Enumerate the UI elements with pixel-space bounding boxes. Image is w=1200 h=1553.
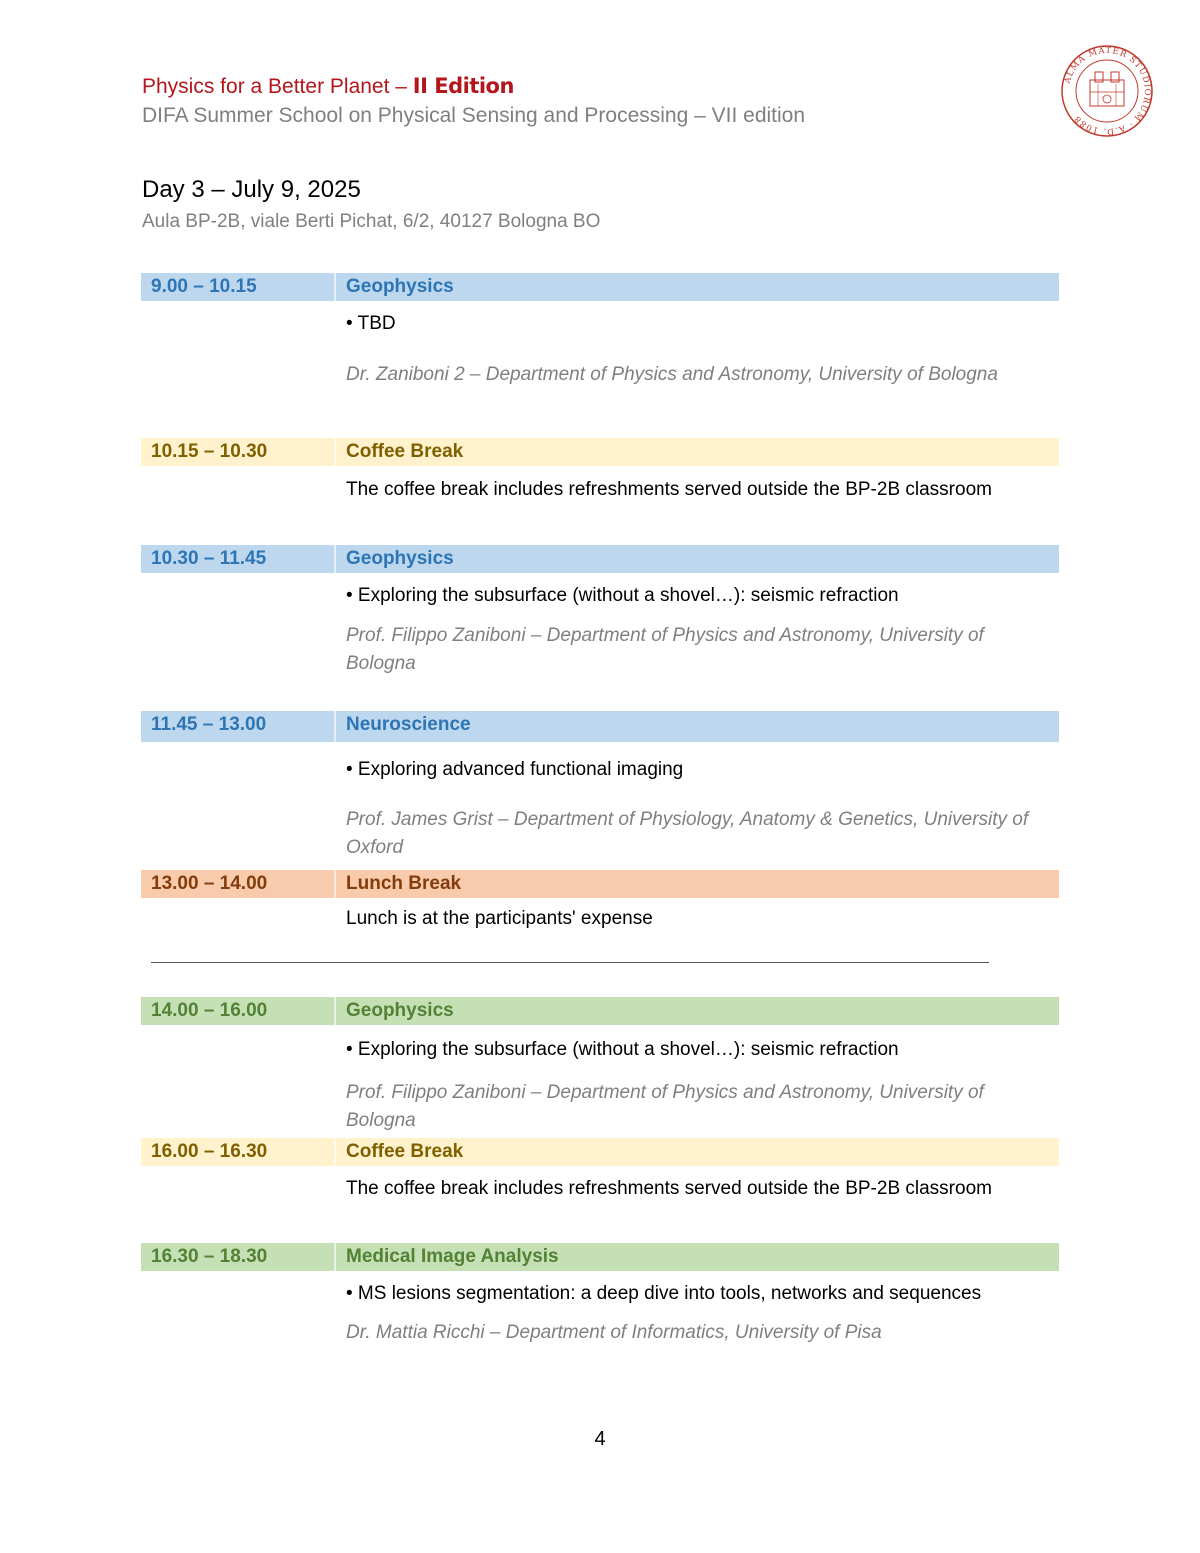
- session-topic: • TBD: [346, 313, 396, 334]
- session-time: 10.15 – 10.30: [151, 441, 268, 462]
- column-divider: [334, 545, 336, 573]
- session-header: [141, 1138, 1059, 1166]
- session-header: [141, 1243, 1059, 1271]
- column-divider: [334, 1243, 336, 1271]
- session-time: 9.00 – 10.15: [151, 276, 257, 297]
- section-divider: [151, 962, 989, 963]
- day-title: Day 3 – July 9, 2025: [142, 176, 361, 203]
- session-title: Geophysics: [346, 548, 454, 569]
- session-time: 11.45 – 13.00: [151, 714, 267, 735]
- session-topic: • MS lesions segmentation: a deep dive into tools, networks and sequences: [346, 1283, 982, 1304]
- session-time: 16.00 – 16.30: [151, 1141, 268, 1162]
- session-title: Coffee Break: [346, 441, 464, 462]
- session-time: 16.30 – 18.30: [151, 1246, 268, 1267]
- session-title: Medical Image Analysis: [346, 1246, 559, 1267]
- break-note: The coffee break includes refreshments served outside the BP-2B classroom: [346, 1178, 992, 1199]
- edition-label: II Edition: [412, 74, 514, 98]
- venue-address: Aula BP-2B, viale Berti Pichat, 6/2, 40127 Bologna BO: [142, 211, 601, 232]
- column-divider: [334, 997, 336, 1025]
- session-speaker: Prof. James Grist – Department of Physiology, Anatomy & Genetics, University of Oxford: [346, 809, 1029, 858]
- column-divider: [334, 438, 336, 466]
- column-divider: [334, 273, 336, 301]
- session-speaker: Dr. Mattia Ricchi – Department of Informatics, University of Pisa: [346, 1322, 882, 1343]
- session-title: Coffee Break: [346, 1141, 464, 1162]
- session-header: [141, 273, 1059, 301]
- column-divider: [334, 870, 336, 898]
- session-header: [141, 545, 1059, 573]
- session-time: 13.00 – 14.00: [151, 873, 268, 894]
- seal-lettering: ALMA MATER STUDIORUM · A.D. 1088: [1062, 45, 1153, 137]
- session-header: [141, 438, 1059, 466]
- break-note: Lunch is at the participants' expense: [346, 908, 653, 929]
- session-time: 14.00 – 16.00: [151, 1000, 268, 1021]
- session-time: 10.30 – 11.45: [151, 548, 267, 569]
- session-header: [141, 997, 1059, 1025]
- session-speaker: Prof. Filippo Zaniboni – Department of Physics and Astronomy, University of Bologna: [346, 1082, 984, 1131]
- session-title: Geophysics: [346, 276, 454, 297]
- session-title: Neuroscience: [346, 714, 471, 735]
- session-header: [141, 870, 1059, 898]
- column-divider: [334, 711, 336, 742]
- break-note: The coffee break includes refreshments served outside the BP-2B classroom: [346, 479, 992, 500]
- page-number: 4: [594, 1428, 606, 1450]
- session-speaker: Prof. Filippo Zaniboni – Department of Physics and Astronomy, University of Bologna: [346, 625, 984, 674]
- university-seal-logo: [1060, 44, 1154, 138]
- session-topic: • Exploring advanced functional imaging: [346, 759, 684, 780]
- session-topic: • Exploring the subsurface (without a shovel…): seismic refraction: [346, 1039, 899, 1060]
- school-title-prefix: Physics for a Better Planet –: [142, 75, 413, 98]
- column-divider: [334, 1138, 336, 1166]
- school-subtitle: DIFA Summer School on Physical Sensing and Processing – VII edition: [142, 104, 806, 127]
- session-speaker: Dr. Zaniboni 2 – Department of Physics and Astronomy, University of Bologna: [346, 364, 998, 385]
- session-title: Lunch Break: [346, 873, 462, 894]
- session-topic: • Exploring the subsurface (without a shovel…): seismic refraction: [346, 585, 899, 606]
- session-header: [141, 711, 1059, 742]
- school-title: [142, 74, 514, 99]
- session-title: Geophysics: [346, 1000, 454, 1021]
